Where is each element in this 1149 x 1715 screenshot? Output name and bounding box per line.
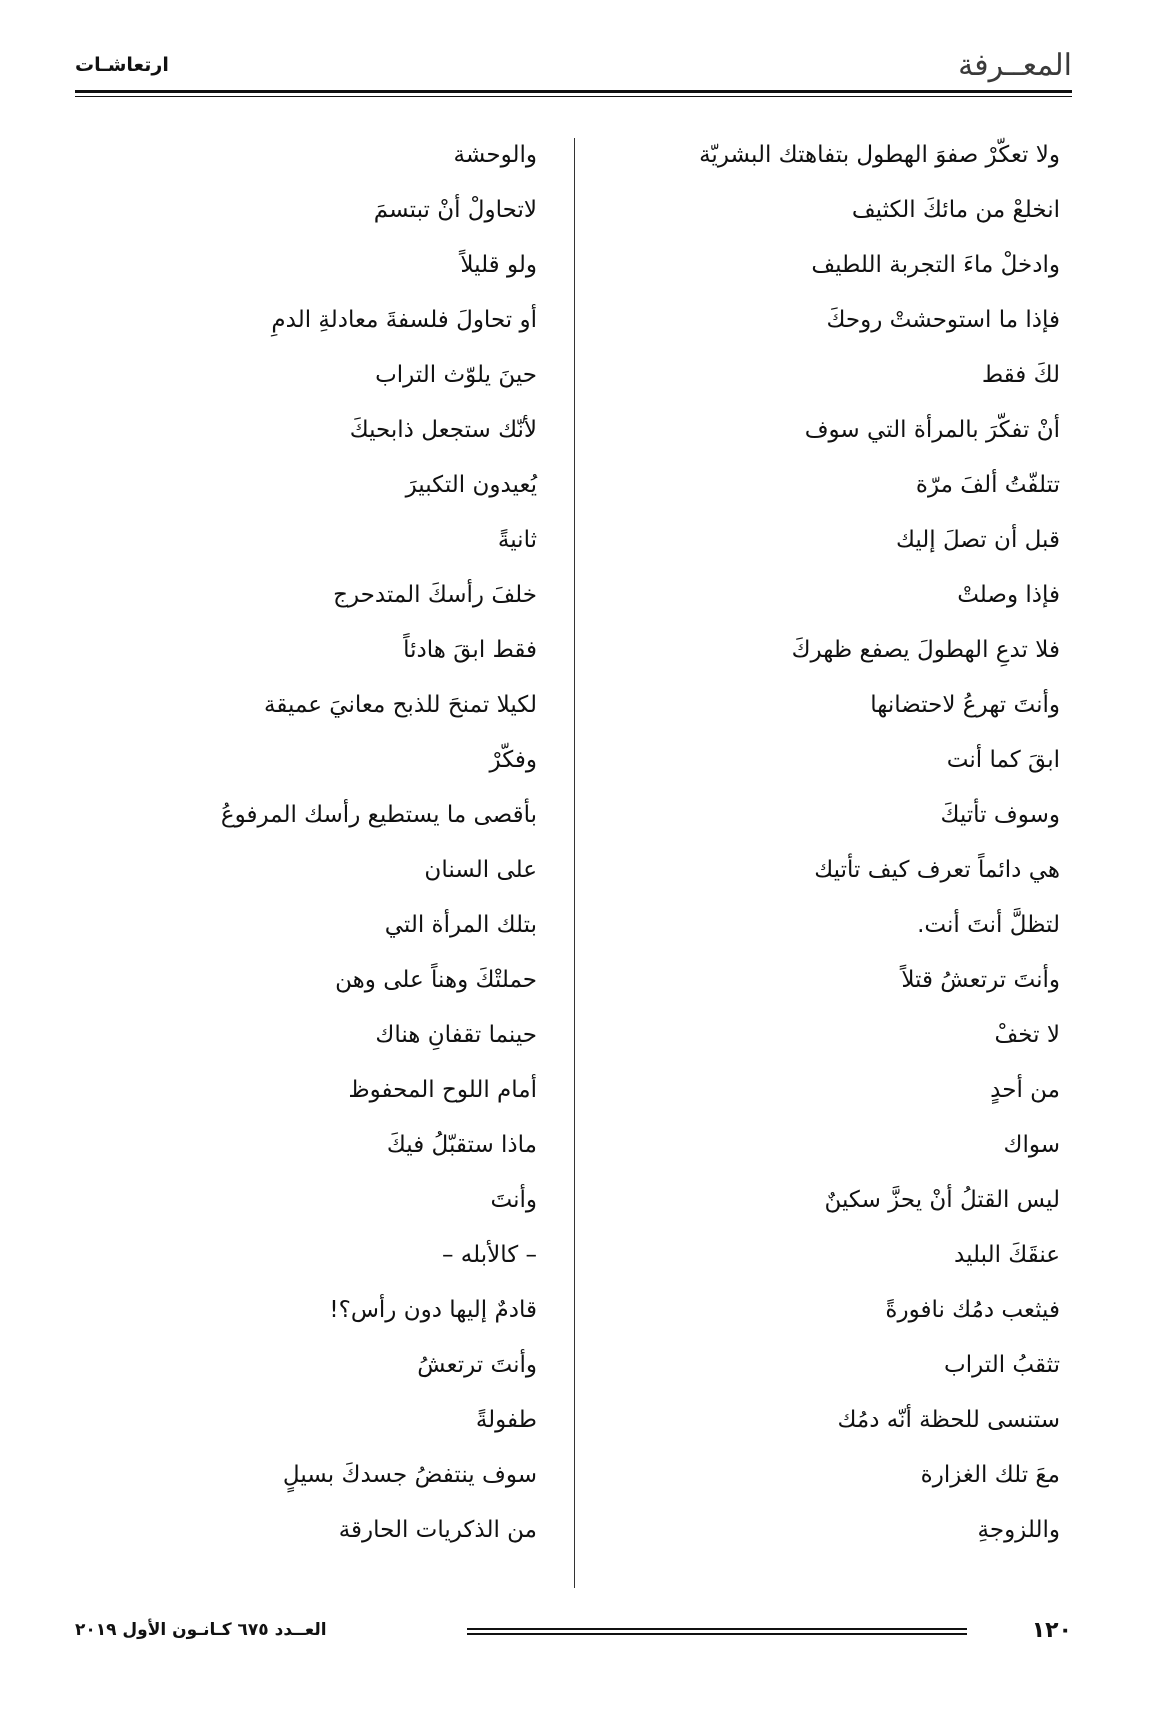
poem-line: – كالأبله – [441, 1242, 537, 1268]
poem-line: واللزوجةِ [977, 1517, 1060, 1543]
poem-line: لكيلا تمنحَ للذبح معانيَ عميقة [264, 692, 537, 718]
poem-line: والوحشة [453, 142, 537, 168]
poem-body [75, 128, 1072, 1598]
poem-line: أو تحاولَ فلسفةَ معادلةِ الدمِ [271, 307, 537, 333]
header-rule-thin [75, 96, 1072, 97]
poem-line: فيثعب دمُك نافورةً [885, 1297, 1060, 1323]
poem-line: من الذكريات الحارقة [338, 1517, 537, 1543]
poem-column-right [640, 128, 1060, 1558]
poem-line: لا تخفْ [994, 1022, 1060, 1048]
poem-line: عنقَكَ البليد [954, 1242, 1060, 1268]
poem-line: ولو قليلاً [460, 252, 537, 278]
poem-line: وأنتَ ترتعشُ [417, 1352, 537, 1378]
poem-line: تتلفّتُ ألفَ مرّة [915, 472, 1060, 498]
poem-line: بأقصى ما يستطيع رأسك المرفوعُ [220, 802, 537, 828]
poem-line: سواك [1003, 1132, 1060, 1158]
poem-line: لأنّك ستجعل ذابحيكَ [349, 417, 537, 443]
page-footer [75, 1618, 1072, 1648]
section-title: ارتعاشـات [75, 54, 169, 76]
poem-line: حملتْكَ وهناً على وهن [335, 967, 537, 993]
poem-line: وأنتَ تهرعُ لاحتضانها [870, 692, 1060, 718]
poem-line: خلفَ رأسكَ المتدحرج [333, 582, 537, 608]
poem-line: ابقَ كما أنت [946, 747, 1060, 773]
poem-line: على السنان [424, 857, 537, 883]
poem-line: بتلك المرأة التي [384, 912, 537, 938]
poem-line: ولا تعكّرْ صفوَ الهطول بتفاهتك البشريّة [699, 142, 1060, 168]
poem-line: أمام اللوح المحفوظ [348, 1077, 537, 1103]
issue-info: العــدد ٦٧٥ كـانـون الأول ٢٠١٩ [75, 1620, 327, 1640]
poem-line: هي دائماً تعرف كيف تأتيك [814, 857, 1060, 883]
poem-line: حينَ يلوّث التراب [375, 362, 537, 388]
poem-line: لكَ فقط [981, 362, 1060, 388]
poem-line: فإذا وصلتْ [957, 582, 1060, 608]
poem-line: معَ تلك الغزارة [920, 1462, 1060, 1488]
poem-line: ستنسى للحظة أنّه دمُك [837, 1407, 1060, 1433]
poem-line: سوف ينتفضُ جسدكَ بسيلٍ [282, 1462, 537, 1488]
poem-line: انخلعْ من مائكَ الكثيف [851, 197, 1060, 223]
footer-rule [467, 1628, 967, 1636]
page-header [75, 40, 1072, 100]
poem-line: حينما تقفانِ هناك [375, 1022, 537, 1048]
poem-line: لتظلَّ أنتَ أنت. [917, 912, 1060, 938]
poem-line: وادخلْ ماءَ التجربة اللطيف [811, 252, 1060, 278]
poem-line: وفكّرْ [489, 747, 537, 773]
poem-line: وأنتَ ترتعشُ قتلاً [901, 967, 1060, 993]
poem-line: وسوف تأتيكَ [940, 802, 1060, 828]
page-number: ١٢٠ [1031, 1618, 1072, 1643]
poem-line: تثقبُ التراب [944, 1352, 1060, 1378]
poem-line: أنْ تفكّرَ بالمرأة التي سوف [804, 417, 1060, 443]
column-divider [574, 138, 575, 1588]
poem-line: فقط ابقَ هادئاً [403, 637, 537, 663]
poem-line: قادمٌ إليها دون رأس؟! [329, 1297, 537, 1323]
poem-line: وأنتَ [490, 1187, 537, 1213]
poem-line: فإذا ما استوحشتْ روحكَ [826, 307, 1060, 333]
header-rule [75, 90, 1072, 93]
poem-line: طفولةً [475, 1407, 537, 1433]
poem-line: لاتحاولْ أنْ تبتسمَ [373, 197, 537, 223]
poem-line: من أحدٍ [990, 1077, 1060, 1103]
poem-line: ليس القتلُ أنْ يحزَّ سكينٌ [824, 1187, 1060, 1213]
poem-line: فلا تدعِ الهطولَ يصفع ظهركَ [791, 637, 1060, 663]
poem-line: يُعيدون التكبيرَ [405, 472, 537, 498]
poem-line: قبل أن تصلَ إليك [895, 527, 1060, 553]
poem-line: ماذا ستقبّلُ فيكَ [386, 1132, 537, 1158]
poem-line: ثانيةً [497, 527, 537, 553]
magazine-logo: المعــرفة [958, 48, 1072, 83]
poem-column-left [97, 128, 537, 1558]
